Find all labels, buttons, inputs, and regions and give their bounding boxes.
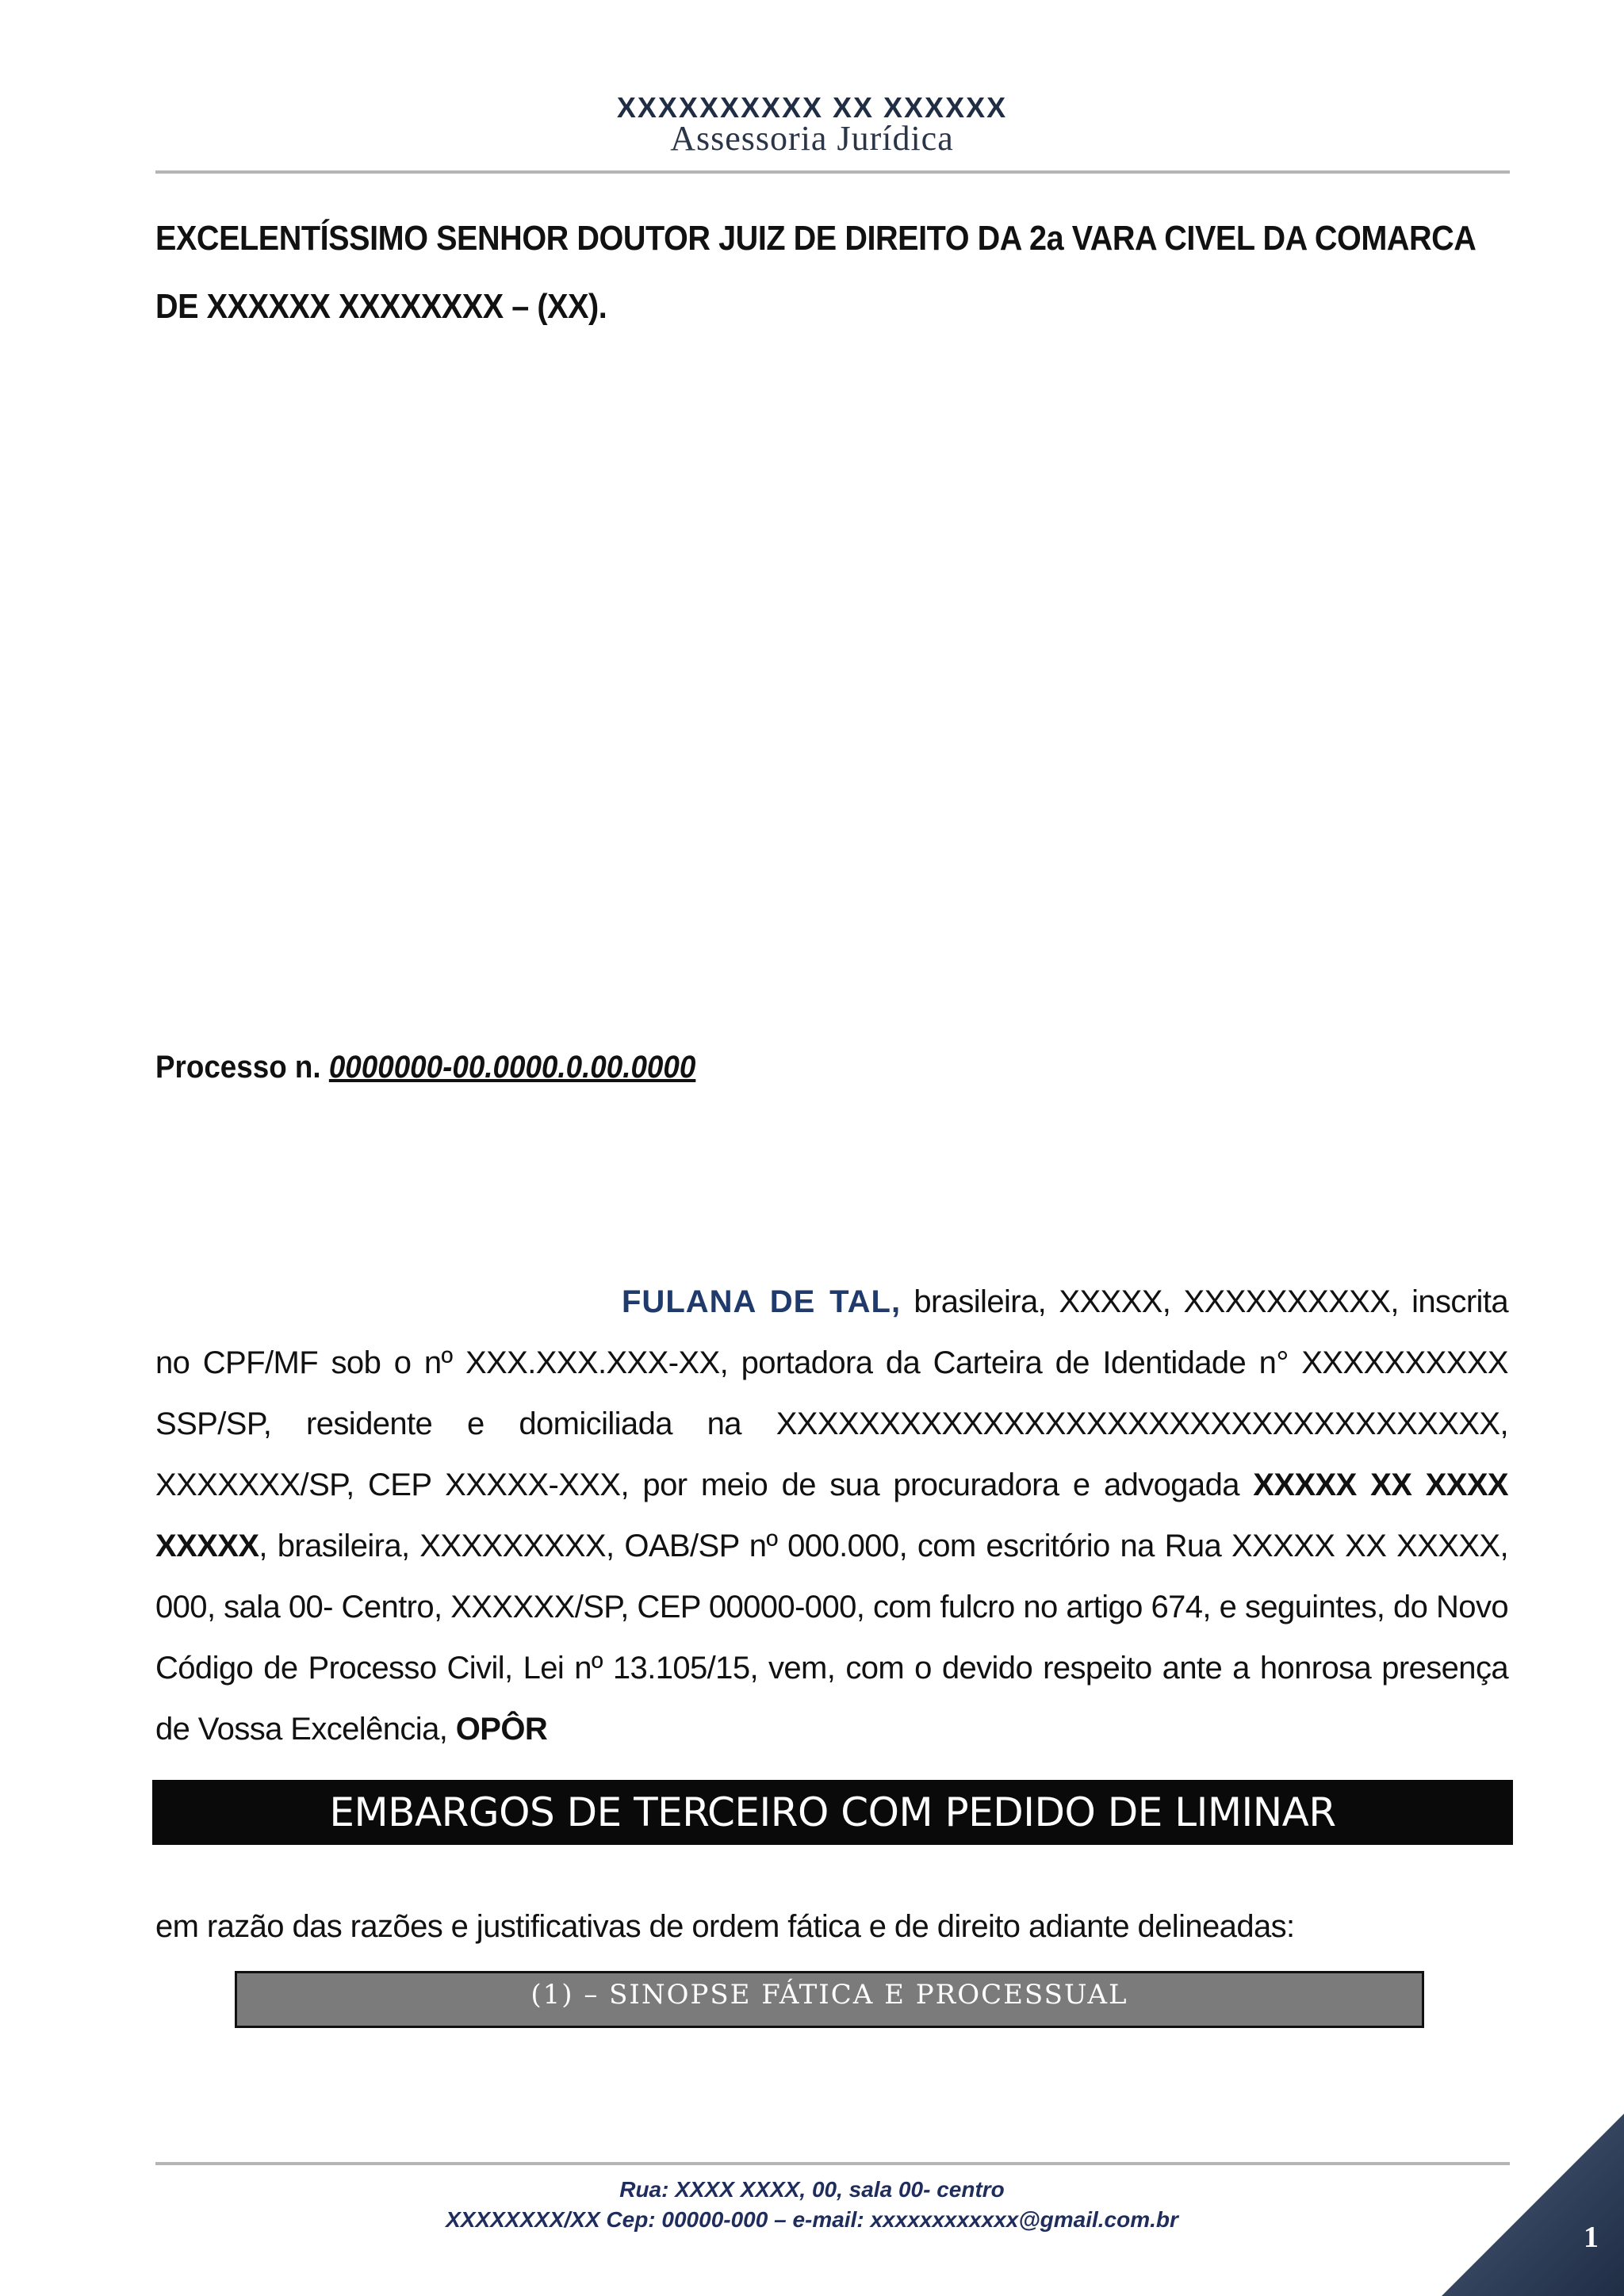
- corner-triangle-decoration: [1442, 2114, 1624, 2296]
- attorney-name: XXXXX XX XXXX XXXXX: [155, 1468, 1509, 1563]
- org-name: XXXXXXXXXX XX XXXXXX: [616, 91, 1008, 124]
- party-qualification-paragraph: [155, 1272, 1508, 1760]
- footer-contact: XXXXXXXX/XX Cep: 00000-000 – e-mail: xxxxxxxxxxxx@gmail.com.br: [446, 2207, 1178, 2232]
- footer: [0, 2175, 1624, 2235]
- intro-text: em razão das razões e justificativas de ordem fática e de direito adiante delineadas:: [155, 1909, 1295, 1944]
- process-number: 0000000-00.0000.0.00.0000: [328, 1050, 696, 1085]
- qualification-text-2: , brasileira, XXXXXXXXX, OAB/SP nº 000.000, com escritório na Rua XXXXX XX XXXXX, 000, sala 00- Centro, XXXXXX/SP, CEP 00000-000, com fulcro no artigo 674, e seguintes, do Novo Código de Processo Civil, Lei nº 13.105/15, vem, com o devido respeito ante a honrosa presença de Vossa Excelência,: [155, 1529, 1508, 1747]
- addressee-heading: EXCELENTÍSSIMO SENHOR DOUTOR JUIZ DE DIREITO DA 2a VARA CIVEL DA COMARCA DE XXXXXX XXXXXXXX – (XX).: [155, 219, 1475, 326]
- process-label: Processo n.: [155, 1050, 329, 1085]
- header-divider: [155, 170, 1510, 174]
- action-verb: OPÔR: [455, 1712, 548, 1747]
- party-name: FULANA DE TAL,: [622, 1284, 902, 1319]
- qualification-text-1: brasileira, XXXXX, XXXXXXXXXX, inscrita no CPF/MF sob o nº XXX.XXX.XXX-XX, portadora da Carteira de Identidade n° XXXXXXXXXX SSP/SP, residente e domiciliada na XXXXXXXXXXXXXXXXXXXXXXXXXXXXXXXXXXX, XXXXXXX/SP, CEP XXXXX-XXX, por meio de sua procuradora e advogada: [155, 1284, 1508, 1502]
- footer-address: Rua: XXXX XXXX, 00, sala 00- centro: [619, 2177, 1005, 2202]
- action-title-banner: EMBARGOS DE TERCEIRO COM PEDIDO DE LIMINAR: [152, 1780, 1513, 1845]
- process-number-line: [155, 1050, 695, 1085]
- section-heading: (1) – SINOPSE FÁTICA E PROCESSUAL: [235, 1971, 1424, 2028]
- letterhead-logo: [0, 91, 1624, 158]
- org-subtitle: Assessoria Jurídica: [670, 119, 954, 158]
- page-number: 1: [1584, 2221, 1599, 2254]
- footer-divider: [155, 2162, 1510, 2165]
